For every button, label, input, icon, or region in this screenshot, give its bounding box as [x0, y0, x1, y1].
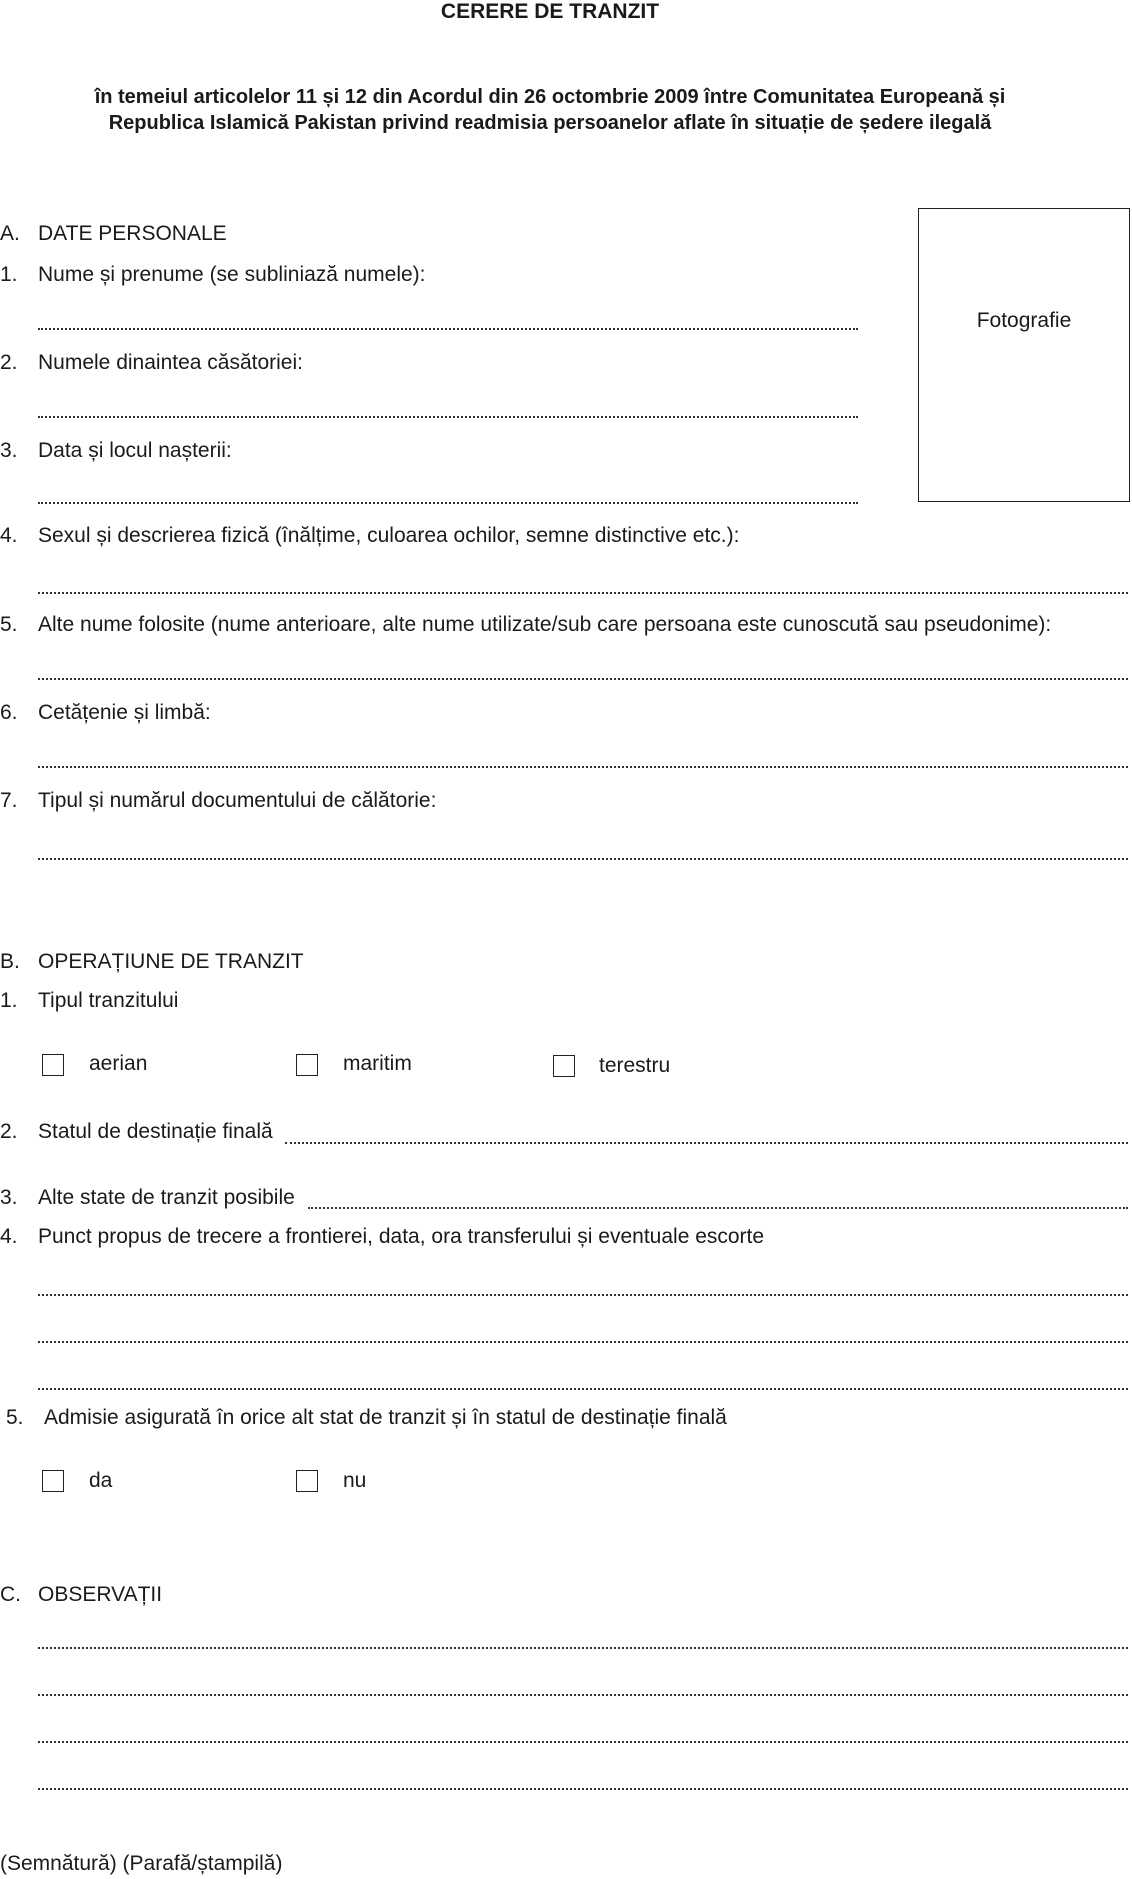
option-terestru-label: terestru [599, 1054, 671, 1077]
field-label: Cetățenie și limbă: [38, 701, 211, 724]
field-label: Alte state de tranzit posibile [38, 1186, 295, 1209]
field-admission-assured [6, 1406, 1116, 1434]
border-crossing-input-line-2[interactable] [38, 1341, 1128, 1343]
checkbox-aerian[interactable] [42, 1054, 64, 1076]
option-aerian-label: aerian [89, 1052, 148, 1075]
field-number: 7. [0, 789, 18, 812]
citizenship-input-line[interactable] [38, 766, 1128, 768]
field-number: 1. [0, 263, 18, 286]
field-maiden-name [0, 351, 880, 379]
other-names-input-line[interactable] [38, 678, 1128, 680]
option-nu-label: nu [343, 1469, 367, 1492]
section-a-letter: A. [0, 222, 20, 245]
border-crossing-input-line-3[interactable] [38, 1388, 1128, 1390]
field-sex-description [0, 524, 1120, 552]
option-maritim-label: maritim [343, 1052, 412, 1075]
field-number: 1. [0, 989, 18, 1012]
checkbox-da[interactable] [42, 1470, 64, 1492]
field-label: Admisie asigurată în orice alt stat de tranzit și în statul de destinație finală [44, 1406, 727, 1429]
checkbox-nu[interactable] [296, 1470, 318, 1492]
section-c-heading [0, 1583, 700, 1611]
section-c-title: OBSERVAȚII [38, 1583, 163, 1606]
field-citizenship-language [0, 701, 880, 729]
section-a-heading [0, 222, 700, 250]
field-birth [0, 439, 880, 467]
birth-input-line[interactable] [38, 502, 858, 504]
field-number: 6. [0, 701, 18, 724]
field-label: Sexul și descrierea fizică (înălțime, culoarea ochilor, semne distinctive etc.): [38, 524, 740, 547]
name-input-line[interactable] [38, 328, 858, 330]
border-crossing-input-line-1[interactable] [38, 1294, 1128, 1296]
field-label: Data și locul nașterii: [38, 439, 232, 462]
field-number: 5. [0, 613, 18, 636]
field-border-crossing [0, 1225, 1120, 1253]
field-travel-document [0, 789, 880, 817]
field-label: Statul de destinație finală [38, 1120, 273, 1143]
section-b-heading [0, 950, 700, 978]
section-c-letter: C. [0, 1583, 21, 1606]
field-label: Tipul tranzitului [38, 989, 179, 1012]
field-number: 3. [0, 1186, 18, 1209]
photo-placeholder [918, 208, 1130, 502]
field-label: Tipul și numărul documentului de călătorie: [38, 789, 437, 812]
observations-input-line-4[interactable] [38, 1788, 1128, 1790]
observations-input-line-3[interactable] [38, 1741, 1128, 1743]
field-number: 5. [6, 1406, 24, 1429]
field-number: 2. [0, 1120, 18, 1143]
signature-line: (Semnătură) (Parafă/ștampilă) [0, 1852, 283, 1875]
observations-input-line-1[interactable] [38, 1647, 1128, 1649]
option-da-label: da [89, 1469, 113, 1492]
field-label: Nume și prenume (se subliniază numele): [38, 263, 426, 286]
travel-document-input-line[interactable] [38, 858, 1128, 860]
field-other-names [0, 613, 1120, 641]
section-b-title: OPERAȚIUNE DE TRANZIT [38, 950, 304, 973]
sex-description-input-line[interactable] [38, 592, 1128, 594]
final-destination-input-line[interactable] [285, 1142, 1128, 1144]
field-label: Numele dinaintea căsătoriei: [38, 351, 303, 374]
photo-label: Fotografie [976, 309, 1072, 332]
field-label: Punct propus de trecere a frontierei, data, ora transferului și eventuale escorte [38, 1225, 765, 1248]
other-transit-states-input-line[interactable] [308, 1207, 1128, 1209]
field-transit-type [0, 989, 700, 1017]
field-number: 2. [0, 351, 18, 374]
field-number: 4. [0, 524, 18, 547]
subtitle-line-1: în temeiul articolelor 11 și 12 din Acordul din 26 octombrie 2009 între Comunitatea Europeană și [94, 86, 1006, 108]
field-label: Alte nume folosite (nume anterioare, alte nume utilizate/sub care persoana este cunoscută sau pseudonime): [38, 613, 1052, 636]
section-a-title: DATE PERSONALE [38, 222, 227, 245]
field-other-transit-states [0, 1186, 400, 1214]
field-number: 4. [0, 1225, 18, 1248]
document-title: CERERE DE TRANZIT [440, 0, 660, 23]
observations-input-line-2[interactable] [38, 1694, 1128, 1696]
section-b-letter: B. [0, 950, 20, 973]
checkbox-terestru[interactable] [553, 1055, 575, 1077]
maiden-name-input-line[interactable] [38, 416, 858, 418]
checkbox-maritim[interactable] [296, 1054, 318, 1076]
field-number: 3. [0, 439, 18, 462]
field-name [0, 263, 880, 291]
subtitle-line-2: Republica Islamică Pakistan privind readmisia persoanelor aflate în situație de ședere ilegală [108, 112, 992, 134]
